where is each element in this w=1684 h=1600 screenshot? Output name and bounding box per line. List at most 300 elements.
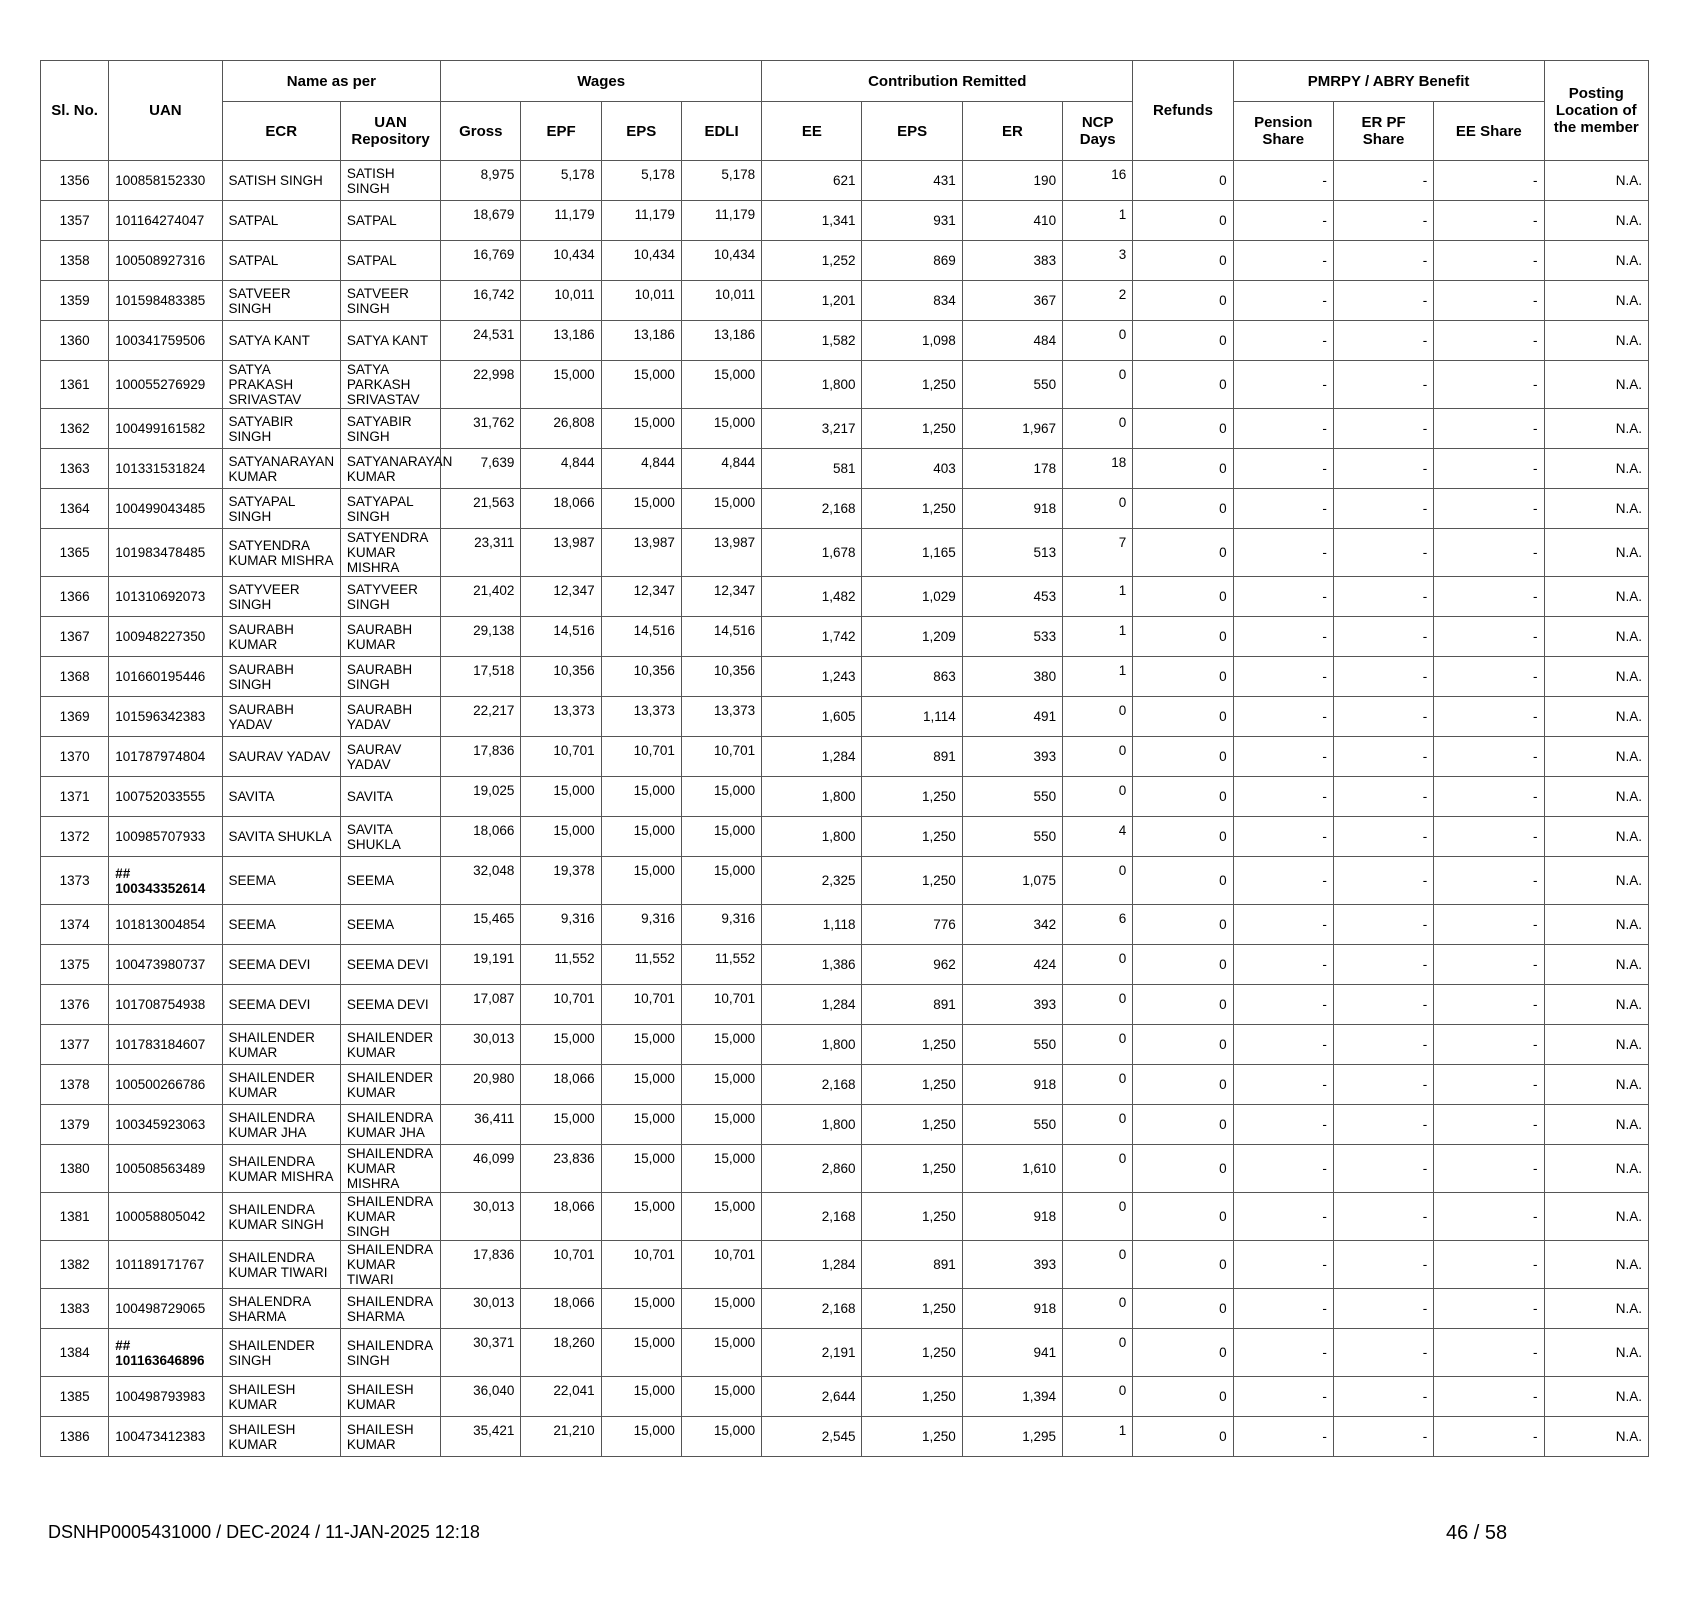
cell-gross: 16,769 [441, 241, 521, 281]
cell-ee: 1,243 [762, 657, 862, 697]
cell-ecr-name: SATISH SINGH [222, 161, 340, 201]
cell-ee: 2,545 [762, 1417, 862, 1457]
cell-ee: 1,800 [762, 1025, 862, 1065]
cell-epf: 4,844 [521, 449, 601, 489]
cell-eps: 11,179 [601, 201, 681, 241]
cell-refunds: 0 [1133, 1289, 1233, 1329]
cell-repository-name: SHAILENDRA KUMAR TIWARI [340, 1241, 440, 1289]
cell-gross: 23,311 [441, 529, 521, 577]
cell-ee: 2,860 [762, 1145, 862, 1193]
cell-sl-no: 1372 [41, 817, 109, 857]
cell-er-pf-share: - [1333, 489, 1433, 529]
cell-ee-share: - [1434, 737, 1544, 777]
cell-ee: 2,168 [762, 489, 862, 529]
cell-refunds: 0 [1133, 1377, 1233, 1417]
cell-edli: 4,844 [681, 449, 761, 489]
cell-er-pf-share: - [1333, 1065, 1433, 1105]
cell-gross: 30,013 [441, 1193, 521, 1241]
cell-posting: N.A. [1544, 905, 1648, 945]
cell-ee: 2,644 [762, 1377, 862, 1417]
cell-epf: 23,836 [521, 1145, 601, 1193]
col-ee: EE [762, 102, 862, 161]
cell-ee-share: - [1434, 577, 1544, 617]
cell-er: 178 [962, 449, 1062, 489]
cell-gross: 8,975 [441, 161, 521, 201]
cell-er-pf-share: - [1333, 1289, 1433, 1329]
table-row [41, 321, 1649, 361]
cell-ecr-name: SHAILENDRA KUMAR SINGH [222, 1193, 340, 1241]
cell-posting: N.A. [1544, 1193, 1648, 1241]
cell-posting: N.A. [1544, 777, 1648, 817]
cell-ee: 1,284 [762, 737, 862, 777]
col-eps: EPS [601, 102, 681, 161]
cell-sl-no: 1382 [41, 1241, 109, 1289]
cell-ee-share: - [1434, 1329, 1544, 1377]
cell-eps: 15,000 [601, 777, 681, 817]
cell-er-pf-share: - [1333, 1145, 1433, 1193]
cell-repository-name: SAVITA SHUKLA [340, 817, 440, 857]
cell-eps: 15,000 [601, 1417, 681, 1457]
cell-repository-name: SHAILESH KUMAR [340, 1377, 440, 1417]
cell-er-pf-share: - [1333, 1025, 1433, 1065]
cell-sl-no: 1374 [41, 905, 109, 945]
cell-gross: 24,531 [441, 321, 521, 361]
col-contrib-eps: EPS [862, 102, 962, 161]
cell-pension-share: - [1233, 1105, 1333, 1145]
cell-edli: 9,316 [681, 905, 761, 945]
cell-ee: 1,742 [762, 617, 862, 657]
table-row [41, 1145, 1649, 1193]
cell-eps: 15,000 [601, 1025, 681, 1065]
cell-ee-share: - [1434, 945, 1544, 985]
table-row [41, 409, 1649, 449]
cell-sl-no: 1383 [41, 1289, 109, 1329]
cell-er-pf-share: - [1333, 985, 1433, 1025]
cell-edli: 15,000 [681, 1065, 761, 1105]
cell-sl-no: 1381 [41, 1193, 109, 1241]
cell-edli: 15,000 [681, 777, 761, 817]
cell-posting: N.A. [1544, 1065, 1648, 1105]
table-row [41, 777, 1649, 817]
cell-sl-no: 1363 [41, 449, 109, 489]
cell-ncp-days: 0 [1063, 985, 1133, 1025]
cell-refunds: 0 [1133, 281, 1233, 321]
cell-er: 941 [962, 1329, 1062, 1377]
cell-ee-share: - [1434, 1377, 1544, 1417]
cell-ecr-name: SHAILENDER KUMAR [222, 1025, 340, 1065]
cell-er: 380 [962, 657, 1062, 697]
cell-refunds: 0 [1133, 905, 1233, 945]
footer-document-id: DSNHP0005431000 / DEC-2024 / 11-JAN-2025 12:18 [48, 1522, 480, 1542]
cell-er: 484 [962, 321, 1062, 361]
cell-eps: 15,000 [601, 857, 681, 905]
cell-er: 424 [962, 945, 1062, 985]
cell-uan: 100341759506 [109, 321, 222, 361]
cell-er: 1,295 [962, 1417, 1062, 1457]
cell-ee: 1,582 [762, 321, 862, 361]
cell-pension-share: - [1233, 1065, 1333, 1105]
cell-posting: N.A. [1544, 817, 1648, 857]
cell-epf: 26,808 [521, 409, 601, 449]
cell-uan: 101708754938 [109, 985, 222, 1025]
cell-er: 550 [962, 361, 1062, 409]
cell-gross: 20,980 [441, 1065, 521, 1105]
cell-er-pf-share: - [1333, 1193, 1433, 1241]
cell-eps: 9,316 [601, 905, 681, 945]
cell-epf: 13,186 [521, 321, 601, 361]
cell-repository-name: SATYABIR SINGH [340, 409, 440, 449]
cell-posting: N.A. [1544, 409, 1648, 449]
cell-ecr-name: SEEMA DEVI [222, 945, 340, 985]
cell-posting: N.A. [1544, 1289, 1648, 1329]
col-epf: EPF [521, 102, 601, 161]
cell-ee: 1,482 [762, 577, 862, 617]
cell-er: 383 [962, 241, 1062, 281]
cell-epf: 22,041 [521, 1377, 601, 1417]
cell-eps: 13,186 [601, 321, 681, 361]
table-row [41, 1329, 1649, 1377]
cell-repository-name: SAVITA [340, 777, 440, 817]
cell-er-pf-share: - [1333, 657, 1433, 697]
cell-contrib-eps: 1,250 [862, 1417, 962, 1457]
cell-refunds: 0 [1133, 777, 1233, 817]
cell-contrib-eps: 1,250 [862, 1025, 962, 1065]
cell-sl-no: 1376 [41, 985, 109, 1025]
cell-contrib-eps: 1,250 [862, 1329, 962, 1377]
cell-posting: N.A. [1544, 1145, 1648, 1193]
cell-sl-no: 1378 [41, 1065, 109, 1105]
cell-er-pf-share: - [1333, 1105, 1433, 1145]
cell-eps: 5,178 [601, 161, 681, 201]
cell-repository-name: SATYANARAYAN KUMAR [340, 449, 440, 489]
cell-sl-no: 1368 [41, 657, 109, 697]
cell-ee-share: - [1434, 449, 1544, 489]
cell-ee: 1,386 [762, 945, 862, 985]
col-posting: Posting Location of the member [1544, 61, 1648, 161]
cell-repository-name: SAURABH KUMAR [340, 617, 440, 657]
table-row [41, 577, 1649, 617]
cell-pension-share: - [1233, 577, 1333, 617]
cell-gross: 29,138 [441, 617, 521, 657]
cell-gross: 17,518 [441, 657, 521, 697]
cell-ee: 1,800 [762, 817, 862, 857]
cell-edli: 13,987 [681, 529, 761, 577]
cell-repository-name: SATYAPAL SINGH [340, 489, 440, 529]
cell-contrib-eps: 1,250 [862, 1105, 962, 1145]
cell-refunds: 0 [1133, 1065, 1233, 1105]
cell-ncp-days: 0 [1063, 1145, 1133, 1193]
cell-eps: 13,373 [601, 697, 681, 737]
cell-sl-no: 1375 [41, 945, 109, 985]
cell-edli: 15,000 [681, 1329, 761, 1377]
cell-refunds: 0 [1133, 737, 1233, 777]
cell-pension-share: - [1233, 1193, 1333, 1241]
cell-pension-share: - [1233, 617, 1333, 657]
cell-sl-no: 1386 [41, 1417, 109, 1457]
cell-eps: 15,000 [601, 409, 681, 449]
cell-refunds: 0 [1133, 985, 1233, 1025]
cell-repository-name: SHAILENDRA SHARMA [340, 1289, 440, 1329]
col-edli: EDLI [681, 102, 761, 161]
cell-ee: 621 [762, 161, 862, 201]
cell-epf: 13,987 [521, 529, 601, 577]
cell-eps: 10,701 [601, 737, 681, 777]
cell-contrib-eps: 1,250 [862, 777, 962, 817]
cell-sl-no: 1380 [41, 1145, 109, 1193]
cell-eps: 13,987 [601, 529, 681, 577]
cell-contrib-eps: 891 [862, 737, 962, 777]
cell-repository-name: SATPAL [340, 241, 440, 281]
cell-sl-no: 1369 [41, 697, 109, 737]
cell-ncp-days: 0 [1063, 777, 1133, 817]
cell-er: 533 [962, 617, 1062, 657]
cell-sl-no: 1370 [41, 737, 109, 777]
cell-posting: N.A. [1544, 657, 1648, 697]
cell-epf: 21,210 [521, 1417, 601, 1457]
cell-refunds: 0 [1133, 321, 1233, 361]
table-row [41, 697, 1649, 737]
cell-ee-share: - [1434, 1105, 1544, 1145]
col-ncp-days: NCP Days [1063, 102, 1133, 161]
cell-er: 491 [962, 697, 1062, 737]
group-pmrpy: PMRPY / ABRY Benefit [1233, 61, 1544, 102]
cell-ncp-days: 0 [1063, 857, 1133, 905]
cell-ecr-name: SATPAL [222, 201, 340, 241]
cell-er-pf-share: - [1333, 361, 1433, 409]
cell-er-pf-share: - [1333, 945, 1433, 985]
cell-gross: 36,040 [441, 1377, 521, 1417]
cell-sl-no: 1373 [41, 857, 109, 905]
cell-contrib-eps: 1,209 [862, 617, 962, 657]
cell-uan: ## 101163646896 [109, 1329, 222, 1377]
cell-ee: 581 [762, 449, 862, 489]
table-row [41, 529, 1649, 577]
cell-contrib-eps: 891 [862, 1241, 962, 1289]
cell-er: 918 [962, 489, 1062, 529]
table-row [41, 281, 1649, 321]
cell-epf: 10,701 [521, 1241, 601, 1289]
cell-er-pf-share: - [1333, 449, 1433, 489]
cell-gross: 30,013 [441, 1025, 521, 1065]
cell-gross: 21,402 [441, 577, 521, 617]
cell-ee: 1,252 [762, 241, 862, 281]
cell-er-pf-share: - [1333, 201, 1433, 241]
cell-posting: N.A. [1544, 737, 1648, 777]
cell-ecr-name: SHAILENDER KUMAR [222, 1065, 340, 1105]
col-gross: Gross [441, 102, 521, 161]
cell-pension-share: - [1233, 201, 1333, 241]
cell-uan: 101164274047 [109, 201, 222, 241]
cell-refunds: 0 [1133, 657, 1233, 697]
cell-pension-share: - [1233, 1417, 1333, 1457]
cell-ee: 1,201 [762, 281, 862, 321]
cell-er-pf-share: - [1333, 905, 1433, 945]
cell-edli: 10,011 [681, 281, 761, 321]
cell-ecr-name: SATYABIR SINGH [222, 409, 340, 449]
cell-ncp-days: 18 [1063, 449, 1133, 489]
cell-gross: 30,013 [441, 1289, 521, 1329]
cell-uan: 101783184607 [109, 1025, 222, 1065]
cell-ee: 2,325 [762, 857, 862, 905]
cell-posting: N.A. [1544, 697, 1648, 737]
cell-pension-share: - [1233, 489, 1333, 529]
cell-ee-share: - [1434, 529, 1544, 577]
cell-uan: 101813004854 [109, 905, 222, 945]
cell-epf: 15,000 [521, 777, 601, 817]
cell-uan: 101787974804 [109, 737, 222, 777]
cell-eps: 14,516 [601, 617, 681, 657]
cell-ecr-name: SHAILENDRA KUMAR JHA [222, 1105, 340, 1145]
cell-gross: 18,679 [441, 201, 521, 241]
cell-epf: 15,000 [521, 1105, 601, 1145]
cell-epf: 5,178 [521, 161, 601, 201]
cell-eps: 15,000 [601, 817, 681, 857]
cell-ee: 1,800 [762, 777, 862, 817]
cell-uan: 100055276929 [109, 361, 222, 409]
cell-ecr-name: SHAILENDRA KUMAR TIWARI [222, 1241, 340, 1289]
cell-epf: 15,000 [521, 1025, 601, 1065]
cell-edli: 15,000 [681, 817, 761, 857]
cell-refunds: 0 [1133, 201, 1233, 241]
cell-edli: 10,434 [681, 241, 761, 281]
cell-pension-share: - [1233, 529, 1333, 577]
cell-pension-share: - [1233, 657, 1333, 697]
cell-er: 918 [962, 1193, 1062, 1241]
cell-ee: 1,118 [762, 905, 862, 945]
cell-er-pf-share: - [1333, 321, 1433, 361]
cell-gross: 22,998 [441, 361, 521, 409]
cell-ee-share: - [1434, 1417, 1544, 1457]
table-row [41, 945, 1649, 985]
table-row [41, 201, 1649, 241]
cell-uan: 100858152330 [109, 161, 222, 201]
cell-ncp-days: 1 [1063, 1417, 1133, 1457]
cell-posting: N.A. [1544, 201, 1648, 241]
cell-repository-name: SHAILENDRA KUMAR MISHRA [340, 1145, 440, 1193]
table-row [41, 905, 1649, 945]
table-row [41, 985, 1649, 1025]
group-name-as-per: Name as per [222, 61, 441, 102]
cell-edli: 15,000 [681, 857, 761, 905]
cell-ecr-name: SATYVEER SINGH [222, 577, 340, 617]
cell-pension-share: - [1233, 1025, 1333, 1065]
cell-refunds: 0 [1133, 617, 1233, 657]
cell-gross: 17,836 [441, 737, 521, 777]
cell-edli: 15,000 [681, 361, 761, 409]
cell-ecr-name: SATYAPAL SINGH [222, 489, 340, 529]
cell-refunds: 0 [1133, 489, 1233, 529]
table-row [41, 489, 1649, 529]
cell-gross: 31,762 [441, 409, 521, 449]
cell-er-pf-share: - [1333, 617, 1433, 657]
cell-ncp-days: 16 [1063, 161, 1133, 201]
cell-er-pf-share: - [1333, 241, 1433, 281]
cell-contrib-eps: 1,250 [862, 857, 962, 905]
cell-ncp-days: 1 [1063, 657, 1133, 697]
cell-sl-no: 1384 [41, 1329, 109, 1377]
table-row [41, 657, 1649, 697]
cell-ecr-name: SEEMA [222, 857, 340, 905]
cell-er: 393 [962, 1241, 1062, 1289]
cell-contrib-eps: 1,098 [862, 321, 962, 361]
cell-uan: 100500266786 [109, 1065, 222, 1105]
cell-edli: 10,701 [681, 1241, 761, 1289]
table-row [41, 1025, 1649, 1065]
cell-refunds: 0 [1133, 577, 1233, 617]
cell-ee: 1,800 [762, 1105, 862, 1145]
cell-refunds: 0 [1133, 1417, 1233, 1457]
cell-ecr-name: SHAILESH KUMAR [222, 1417, 340, 1457]
cell-ee-share: - [1434, 241, 1544, 281]
table-row [41, 1417, 1649, 1457]
cell-er: 918 [962, 1065, 1062, 1105]
cell-sl-no: 1365 [41, 529, 109, 577]
table-row [41, 737, 1649, 777]
cell-repository-name: SATYA KANT [340, 321, 440, 361]
cell-uan: 100473412383 [109, 1417, 222, 1457]
cell-contrib-eps: 431 [862, 161, 962, 201]
cell-edli: 14,516 [681, 617, 761, 657]
cell-contrib-eps: 863 [862, 657, 962, 697]
cell-epf: 18,066 [521, 1289, 601, 1329]
cell-edli: 15,000 [681, 1145, 761, 1193]
cell-posting: N.A. [1544, 1417, 1648, 1457]
cell-edli: 5,178 [681, 161, 761, 201]
cell-ee: 1,605 [762, 697, 862, 737]
cell-uan: ## 100343352614 [109, 857, 222, 905]
cell-ncp-days: 0 [1063, 1289, 1133, 1329]
cell-uan: 101189171767 [109, 1241, 222, 1289]
cell-er: 513 [962, 529, 1062, 577]
cell-contrib-eps: 1,114 [862, 697, 962, 737]
cell-ee-share: - [1434, 817, 1544, 857]
cell-gross: 46,099 [441, 1145, 521, 1193]
cell-er: 393 [962, 985, 1062, 1025]
cell-pension-share: - [1233, 409, 1333, 449]
cell-contrib-eps: 962 [862, 945, 962, 985]
cell-refunds: 0 [1133, 1193, 1233, 1241]
table-body [41, 161, 1649, 1457]
cell-ecr-name: SHAILESH KUMAR [222, 1377, 340, 1417]
cell-ee: 2,168 [762, 1193, 862, 1241]
cell-ncp-days: 0 [1063, 1025, 1133, 1065]
cell-er-pf-share: - [1333, 1377, 1433, 1417]
cell-posting: N.A. [1544, 857, 1648, 905]
cell-uan: 100948227350 [109, 617, 222, 657]
cell-ncp-days: 2 [1063, 281, 1133, 321]
cell-ncp-days: 0 [1063, 489, 1133, 529]
cell-gross: 32,048 [441, 857, 521, 905]
cell-eps: 15,000 [601, 1065, 681, 1105]
cell-er: 1,610 [962, 1145, 1062, 1193]
cell-pension-share: - [1233, 905, 1333, 945]
cell-pension-share: - [1233, 1241, 1333, 1289]
cell-contrib-eps: 1,250 [862, 361, 962, 409]
cell-er-pf-share: - [1333, 281, 1433, 321]
cell-ecr-name: SAVITA SHUKLA [222, 817, 340, 857]
cell-contrib-eps: 891 [862, 985, 962, 1025]
cell-pension-share: - [1233, 985, 1333, 1025]
cell-uan: 100499043485 [109, 489, 222, 529]
cell-epf: 14,516 [521, 617, 601, 657]
cell-pension-share: - [1233, 449, 1333, 489]
table-row [41, 1289, 1649, 1329]
cell-repository-name: SATVEER SINGH [340, 281, 440, 321]
cell-ncp-days: 0 [1063, 945, 1133, 985]
col-er-pf-share: ER PF Share [1333, 102, 1433, 161]
cell-ecr-name: SHAILENDRA KUMAR MISHRA [222, 1145, 340, 1193]
cell-edli: 15,000 [681, 1377, 761, 1417]
